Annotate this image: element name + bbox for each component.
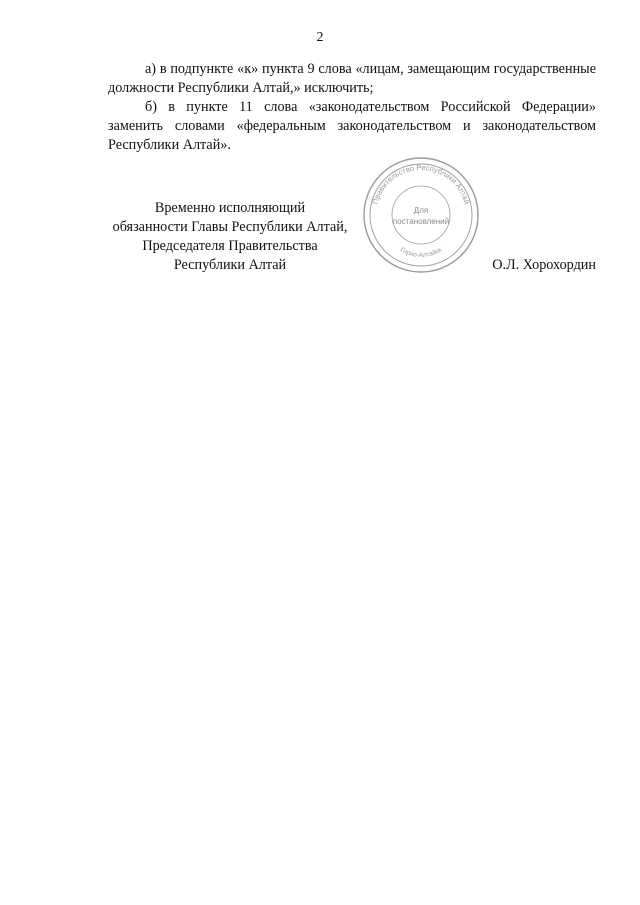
seal-bottom-text: Горно-Алтайск bbox=[399, 246, 443, 260]
paragraph-a: а) в подпункте «к» пункта 9 слова «лицам, замещающим государственные должности Республики Алтай,» исключить; bbox=[108, 61, 596, 96]
seal-center-ring bbox=[392, 186, 450, 244]
svg-text:Горно-Алтайск bbox=[399, 246, 443, 259]
signatory-title-line-1: Временно исполняющий bbox=[154, 200, 306, 216]
svg-text:Правительство Республики Алтай bbox=[370, 163, 471, 205]
signatory-title-line-3: Председателя Правительства bbox=[142, 238, 318, 254]
signature-block bbox=[96, 199, 364, 275]
paragraph-b: б) в пункте 11 слова «законодательством Российской Федерации» заменить словами «федеральным законодательством и законодательством Республики Алтай». bbox=[108, 99, 596, 153]
official-seal-stamp bbox=[361, 155, 481, 275]
signatory-title-line-2: обязанности Главы Республики Алтай, bbox=[112, 219, 348, 235]
signatory-title-line-4: Республики Алтай bbox=[173, 257, 287, 273]
document-body bbox=[108, 60, 596, 155]
seal-outer-text: Правительство Республики Алтай bbox=[370, 162, 472, 206]
signatory-name: О.Л. Хорохордин bbox=[492, 257, 596, 273]
seal-center-text-1: Для bbox=[413, 206, 429, 215]
seal-center-text-2: постановлений bbox=[392, 217, 450, 226]
page-number: 2 bbox=[316, 30, 324, 45]
